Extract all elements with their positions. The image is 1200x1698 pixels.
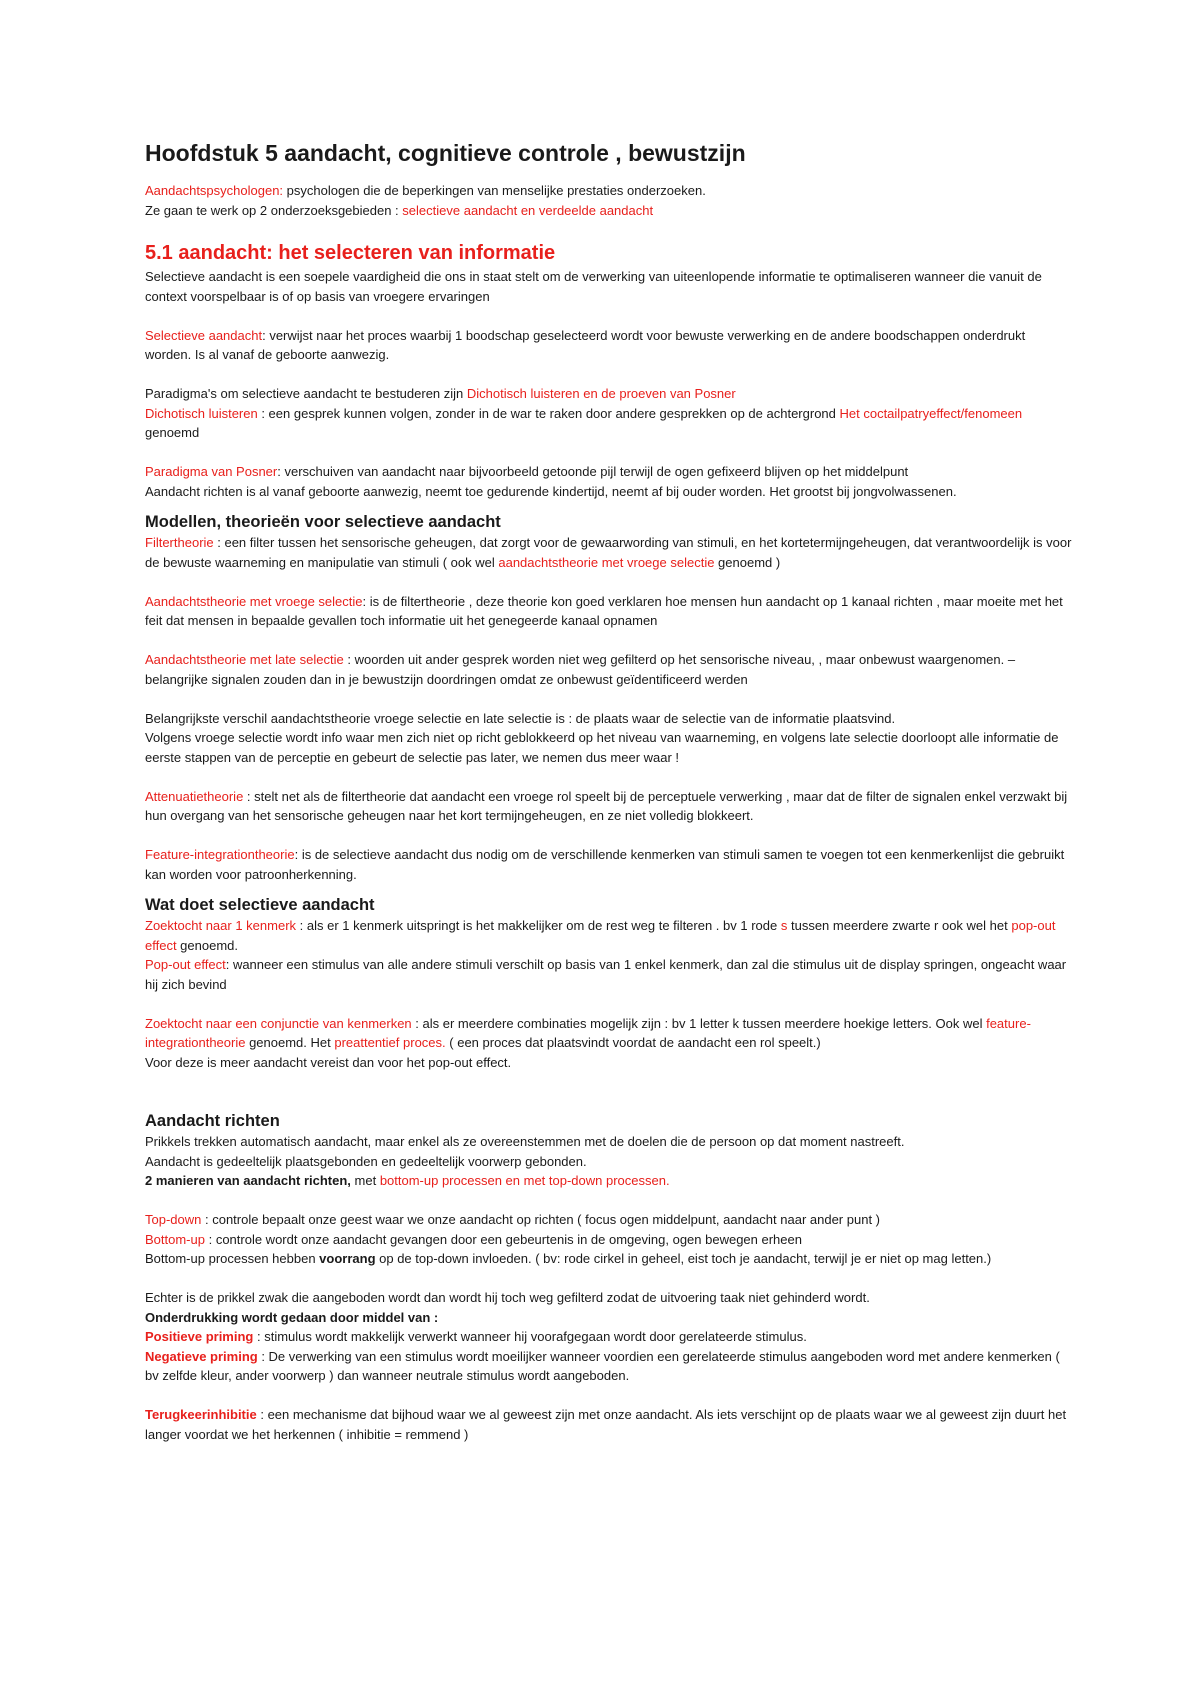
models-vroege-selectie (145, 592, 1075, 631)
richten-bottom-up-text: : controle wordt onze aandacht gevangen door een gebeurtenis in de omgeving, ogen bewegen erheen (204, 1231, 802, 1247)
sec51-paradigmas (145, 384, 1075, 404)
term-coctailpartyeffect: Het coctailpatryeffect/fenomeen (839, 405, 1023, 421)
richten-positieve-priming (145, 1327, 1075, 1347)
term-feature-integrationtheorie: Feature-integrationtheorie (145, 847, 295, 862)
models-late-selectie (145, 650, 1075, 689)
sec51-paradigmas-text: Paradigma's om selectieve aandacht te bestuderen zijn (145, 386, 467, 401)
term-paradigma-van-posner: Paradigma van Posner (145, 464, 278, 479)
sec51-paradigmas-highlight: Dichotisch luisteren en de proeven van Posner (466, 386, 736, 401)
wat-red-s: s (780, 918, 788, 933)
sec51-paragraph-1: Selectieve aandacht is een soepele vaardigheid die ons in staat stelt om de verwerking van uiteenlopende informatie te optimaliseren wanneer die vanuit de context voorspelbaar is of op basis van vroegere ervaringen (145, 269, 1042, 304)
models-attenuatietheorie (145, 787, 1075, 826)
models-filtertheorie-highlight: aandachtstheorie met vroege selectie (498, 554, 715, 570)
wat-pop-out-text: : wanneer een stimulus van alle andere stimuli verschilt op basis van 1 enkel kenmerk, dan zal die stimulus uit de display springen, ongeacht waar hij zich bevind (145, 957, 1067, 992)
wat-conjunctie (145, 1014, 1075, 1053)
wat-pop-out (145, 955, 1075, 994)
richten-echter: Echter is de prikkel zwak die aangeboden wordt dan wordt hij toch weg gefilterd zodat de uitvoering taak niet gehinderd wordt. (145, 1290, 870, 1305)
richten-line-3-mid: met (350, 1173, 380, 1188)
sec51-dichotisch-text: : een gesprek kunnen volgen, zonder in de war te raken door andere gesprekken op de achtergrond (257, 405, 840, 421)
wat-conjunctie-line-2: Voor deze is meer aandacht vereist dan voor het pop-out effect. (145, 1054, 512, 1070)
richten-line-3-highlight: bottom-up processen en met top-down processen. (379, 1173, 670, 1188)
term-zoektocht-1-kenmerk: Zoektocht naar 1 kenmerk (145, 918, 297, 933)
richten-voorrang-start: Bottom-up processen hebben (145, 1251, 320, 1266)
sec51-dichotisch (145, 404, 1075, 443)
richten-line-3 (145, 1171, 1075, 1191)
richten-terugkeerinhibitie (145, 1405, 1075, 1444)
term-pop-out-effect: Pop-out effect (145, 957, 226, 972)
wat-zoektocht-end: genoemd. (176, 937, 238, 953)
intro-line-2 (145, 201, 1075, 221)
models-feature-integration-text: : is de selectieve aandacht dus nodig om de verschillende kenmerken van stimuli samen te voegen tot een kenmerkenlijst die gebruikt kan worden voor patroonherkenning. (145, 847, 1065, 882)
richten-heading: Aandacht richten (145, 1112, 280, 1130)
richten-voorrang-bold: voorrang (319, 1251, 376, 1266)
term-dichotisch-luisteren: Dichotisch luisteren (145, 405, 258, 421)
richten-line-2: Aandacht is gedeeltelijk plaatsgebonden en gedeeltelijk voorwerp gebonden. (145, 1153, 587, 1169)
models-verschil-line-2: Volgens vroege selectie wordt info waar men zich niet op richt geblokkeerd op het niveau van waarneming, en volgens late selectie doorloopt alle informatie de eerste stappen van de perceptie en gebeurt de selectie pas later, we nemen dus meer waar ! (145, 730, 1059, 765)
sec51-posner (145, 462, 1075, 482)
term-positieve-priming: Positieve priming (145, 1329, 254, 1344)
wat-zoektocht-text-2: tussen meerdere zwarte r ook wel het (787, 918, 1012, 933)
richten-positieve-text: : stimulus wordt makkelijk verwerkt wanneer hij voorafgegaan wordt door gerelateerde stimulus. (253, 1329, 807, 1344)
models-late-selectie-text: : woorden uit ander gesprek worden niet weg gefilterd op het sensorische niveau, , maar onbewust waargenomen. – belangrijke signalen zouden dan in je bewustzijn doordringen omdat ze onbewust geïdentificeerd werden (145, 652, 1016, 687)
term-selectieve-aandacht: Selectieve aandacht (145, 327, 263, 343)
models-verschil-line-1: Belangrijkste verschil aandachtstheorie vroege selectie en late selectie is : de plaats waar de selectie van de informatie plaatsvind. (145, 710, 896, 726)
term-bottom-up: Bottom-up (145, 1231, 205, 1247)
sec51-posner-line-2: Aandacht richten is al vanaf geboorte aanwezig, neemt toe gedurende kindertijd, neemt af bij ouder worden. Het grootst bij jongvolwassenen. (145, 483, 957, 499)
document-page (145, 140, 1075, 1444)
term-aandachtspsychologen: Aandachtspsychologen: (145, 183, 284, 198)
wat-conjunctie-end: ( een proces dat plaatsvindt voordat de aandacht een rol speelt.) (445, 1035, 821, 1050)
term-vroege-selectie: Aandachtstheorie met vroege selectie (145, 593, 363, 609)
richten-line-3-bold: 2 manieren van aandacht richten, (145, 1173, 351, 1188)
richten-top-down (145, 1210, 1075, 1230)
intro-line-2-highlight: selectieve aandacht en verdeelde aandacht (402, 202, 654, 218)
richten-voorrang-end: op de top-down invloeden. ( bv: rode cirkel in geheel, eist toch je aandacht, terwijl je er niet op mag letten.) (375, 1251, 992, 1266)
wat-pop-out-highlight: pop-out effect (145, 918, 1056, 953)
models-filtertheorie (145, 533, 1075, 572)
models-filtertheorie-end: genoemd ) (714, 554, 781, 570)
models-filtertheorie-text: : een filter tussen het sensorische geheugen, dat zorgt voor de gewaarwording van stimuli, en het kortetermijngeheugen, dat verantwoordelijk is voor de bewuste waarneming en manipulatie van stimuli ( ook wel (145, 535, 1072, 570)
intro-line-2-text: Ze gaan te werk op 2 onderzoeksgebieden : (145, 202, 403, 218)
wat-preattentief-highlight: preattentief proces. (334, 1035, 446, 1050)
models-feature-integration (145, 845, 1075, 884)
richten-onderdrukking: Onderdrukking wordt gedaan door middel van : (145, 1309, 439, 1325)
term-filtertheorie: Filtertheorie (145, 535, 214, 550)
sec51-selectieve-aandacht-text: : verwijst naar het proces waarbij 1 boodschap geselecteerd wordt voor bewuste verwerking en de andere boodschappen onderdrukt worden. Is al vanaf de geboorte aanwezig. (145, 327, 1026, 362)
models-attenuatietheorie-text: : stelt net als de filtertheorie dat aandacht een vroege rol speelt bij de perceptuele verwerking , maar dat de filter de signalen enkel verzwakt bij hun overgang van het sensorische geheugen naar het kort termijngeheugen, en ze niet volledig blokkeert. (145, 788, 1068, 823)
intro-line-1-text: psychologen die de beperkingen van menselijke prestaties onderzoeken. (283, 183, 706, 198)
intro-line-1 (145, 181, 1075, 201)
richten-negatieve-text: : De verwerking van een stimulus wordt moeilijker wanneer voordien een gerelateerde stimulus aangeboden word met andere kenmerken ( bv zelfde kleur, ander voorwerp ) dan wanneer neutrale stimulus wordt aangeboden. (145, 1348, 1060, 1383)
richten-top-down-text: : controle bepaalt onze geest waar we onze aandacht op richten ( focus ogen middelpunt, aandacht naar ander punt ) (201, 1212, 880, 1227)
richten-line-1: Prikkels trekken automatisch aandacht, maar enkel als ze overeenstemmen met de doelen die de persoon op dat moment nastreeft. (145, 1134, 905, 1149)
term-late-selectie: Aandachtstheorie met late selectie (145, 652, 344, 667)
term-conjunctie: Zoektocht naar een conjunctie van kenmerken (145, 1015, 412, 1031)
richten-bottom-up-voorrang (145, 1249, 1075, 1269)
richten-bottom-up (145, 1230, 1075, 1250)
wat-conjunctie-mid: genoemd. Het (245, 1035, 335, 1050)
page-title: Hoofdstuk 5 aandacht, cognitieve controle , bewustzijn (145, 140, 746, 166)
wat-zoektocht-1-kenmerk (145, 916, 1075, 955)
models-vroege-selectie-text: : is de filtertheorie , deze theorie kon goed verklaren hoe mensen hun aandacht op 1 kanaal richten , maar moeite met het feit dat mensen in bepaalde gevallen toch informatie uit het genegeerde kanaal opnamen (145, 593, 1063, 628)
term-terugkeerinhibitie: Terugkeerinhibitie (145, 1407, 257, 1422)
sec51-selectieve-aandacht (145, 326, 1075, 365)
term-attenuatietheorie: Attenuatietheorie (145, 788, 244, 804)
term-top-down: Top-down (145, 1212, 202, 1227)
sec51-dichotisch-end: genoemd (145, 425, 200, 440)
richten-terugkeerinhibitie-text: : een mechanisme dat bijhoud waar we al geweest zijn met onze aandacht. Als iets verschijnt op de plaats waar we al geweest zijn duurt het langer voordat we het herkennen ( inhibitie = remmend ) (145, 1407, 1067, 1442)
sec51-posner-text: : verschuiven van aandacht naar bijvoorbeeld getoonde pijl terwijl de ogen gefixeerd blijven op het middelpunt (277, 464, 909, 479)
section-5-1-heading: 5.1 aandacht: het selecteren van informatie (145, 242, 556, 264)
models-heading: Modellen, theorieën voor selectieve aandacht (145, 513, 501, 531)
wat-heading: Wat doet selectieve aandacht (145, 896, 375, 914)
term-negatieve-priming: Negatieve priming (145, 1348, 258, 1364)
richten-negatieve-priming (145, 1347, 1075, 1386)
wat-zoektocht-text: : als er 1 kenmerk uitspringt is het makkelijker om de rest weg te filteren . bv 1 rode (296, 918, 781, 933)
wat-conjunctie-text: : als er meerdere combinaties mogelijk zijn : bv 1 letter k tussen meerdere hoekige letters. Ook wel (411, 1015, 987, 1031)
wat-feature-highlight: feature-integrationtheorie (145, 1015, 1031, 1050)
